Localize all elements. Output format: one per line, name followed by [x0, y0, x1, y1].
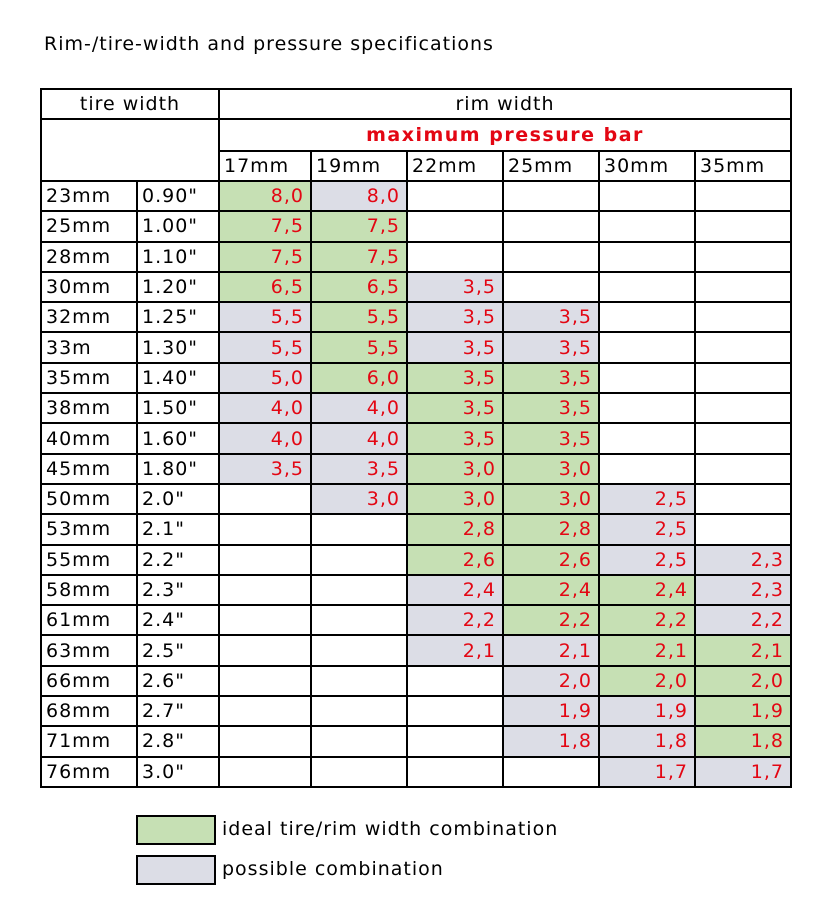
rim-column-header: 19mm	[311, 151, 407, 181]
pressure-cell: 3,5	[407, 363, 503, 393]
tire-width-mm: 76mm	[41, 757, 137, 787]
pressure-cell: 2,8	[407, 514, 503, 544]
pressure-cell: 2,1	[503, 635, 599, 665]
table-row	[41, 484, 791, 514]
rim-column-header: 35mm	[695, 151, 791, 181]
pressure-cell	[695, 363, 791, 393]
pressure-cell: 8,0	[311, 181, 407, 211]
table-row	[41, 242, 791, 272]
pressure-cell: 3,5	[407, 423, 503, 453]
tire-width-mm: 68mm	[41, 696, 137, 726]
tire-width-inch: 1.10"	[137, 242, 219, 272]
pressure-cell: 7,5	[311, 211, 407, 241]
pressure-cell: 3,5	[503, 363, 599, 393]
pressure-cell	[219, 666, 311, 696]
pressure-cell: 2,0	[503, 666, 599, 696]
pressure-cell	[407, 242, 503, 272]
tire-width-inch: 1.40"	[137, 363, 219, 393]
tire-width-inch: 2.7"	[137, 696, 219, 726]
tire-width-inch: 2.5"	[137, 635, 219, 665]
pressure-cell: 8,0	[219, 181, 311, 211]
rim-column-header: 25mm	[503, 151, 599, 181]
pressure-cell: 2,3	[695, 575, 791, 605]
pressure-cell	[219, 484, 311, 514]
pressure-cell	[695, 484, 791, 514]
tire-width-inch: 1.25"	[137, 302, 219, 332]
table-row	[41, 605, 791, 635]
pressure-cell	[599, 393, 695, 423]
max-pressure-header: maximum pressure bar	[219, 119, 791, 151]
table-row	[41, 545, 791, 575]
tire-width-mm: 25mm	[41, 211, 137, 241]
table-row	[41, 423, 791, 453]
tire-width-mm: 38mm	[41, 393, 137, 423]
tire-width-mm: 33m	[41, 332, 137, 362]
pressure-cell: 1,7	[599, 757, 695, 787]
table-row	[41, 575, 791, 605]
pressure-cell	[311, 635, 407, 665]
pressure-cell: 4,0	[311, 393, 407, 423]
pressure-cell	[503, 272, 599, 302]
pressure-cell	[311, 575, 407, 605]
rim-column-header: 22mm	[407, 151, 503, 181]
tire-width-inch: 2.2"	[137, 545, 219, 575]
pressure-cell	[407, 726, 503, 756]
pressure-cell	[695, 454, 791, 484]
pressure-cell	[695, 211, 791, 241]
pressure-cell	[695, 302, 791, 332]
pressure-cell: 7,5	[219, 242, 311, 272]
pressure-cell: 5,0	[219, 363, 311, 393]
pressure-cell	[407, 666, 503, 696]
pressure-cell: 3,5	[503, 423, 599, 453]
pressure-cell: 2,5	[599, 484, 695, 514]
tire-width-mm: 40mm	[41, 423, 137, 453]
pressure-cell: 5,5	[219, 332, 311, 362]
table-row	[41, 454, 791, 484]
pressure-cell: 6,0	[311, 363, 407, 393]
tire-width-header: tire width	[41, 89, 219, 119]
pressure-cell: 2,5	[599, 545, 695, 575]
tire-width-mm: 23mm	[41, 181, 137, 211]
pressure-cell	[599, 181, 695, 211]
table-row	[41, 757, 791, 787]
pressure-cell	[503, 757, 599, 787]
pressure-cell	[219, 575, 311, 605]
pressure-cell: 3,0	[407, 454, 503, 484]
tire-width-mm: 45mm	[41, 454, 137, 484]
table-row	[41, 302, 791, 332]
rim-column-header: 17mm	[219, 151, 311, 181]
pressure-cell	[311, 666, 407, 696]
pressure-cell: 2,3	[695, 545, 791, 575]
pressure-cell: 3,5	[407, 302, 503, 332]
pressure-cell	[311, 514, 407, 544]
pressure-cell: 7,5	[219, 211, 311, 241]
table-row	[41, 272, 791, 302]
pressure-cell	[695, 393, 791, 423]
pressure-cell: 5,5	[311, 332, 407, 362]
table-row	[41, 666, 791, 696]
tire-width-mm: 58mm	[41, 575, 137, 605]
pressure-cell	[599, 302, 695, 332]
pressure-cell: 2,4	[407, 575, 503, 605]
pressure-cell: 4,0	[219, 423, 311, 453]
pressure-cell	[219, 757, 311, 787]
pressure-cell: 2,1	[407, 635, 503, 665]
tire-width-mm: 35mm	[41, 363, 137, 393]
pressure-cell	[695, 514, 791, 544]
pressure-cell: 3,0	[407, 484, 503, 514]
pressure-cell	[599, 242, 695, 272]
pressure-cell: 1,8	[599, 726, 695, 756]
tire-width-mm: 32mm	[41, 302, 137, 332]
table-row	[41, 635, 791, 665]
tire-width-inch: 1.50"	[137, 393, 219, 423]
pressure-cell: 2,6	[503, 545, 599, 575]
tire-width-inch: 2.6"	[137, 666, 219, 696]
table-row	[41, 393, 791, 423]
tire-width-inch: 2.0"	[137, 484, 219, 514]
pressure-cell: 1,9	[599, 696, 695, 726]
pressure-cell	[407, 696, 503, 726]
pressure-cell: 2,6	[407, 545, 503, 575]
pressure-spec-table	[40, 88, 792, 788]
pressure-cell: 3,0	[503, 484, 599, 514]
table-row	[41, 696, 791, 726]
pressure-cell: 4,0	[311, 423, 407, 453]
pressure-cell	[503, 242, 599, 272]
pressure-cell: 5,5	[219, 302, 311, 332]
page-title: Rim-/tire-width and pressure specifications	[44, 33, 494, 55]
pressure-cell: 6,5	[311, 272, 407, 302]
pressure-cell: 3,5	[503, 393, 599, 423]
table-row	[41, 332, 791, 362]
pressure-cell: 6,5	[219, 272, 311, 302]
pressure-cell	[695, 332, 791, 362]
pressure-cell: 1,8	[695, 726, 791, 756]
tire-width-mm: 61mm	[41, 605, 137, 635]
pressure-cell: 5,5	[311, 302, 407, 332]
legend-swatch-ideal	[136, 815, 216, 845]
pressure-cell	[311, 757, 407, 787]
tire-width-mm: 55mm	[41, 545, 137, 575]
pressure-cell	[695, 181, 791, 211]
tire-width-inch: 1.60"	[137, 423, 219, 453]
pressure-cell: 3,5	[219, 454, 311, 484]
tire-width-inch: 0.90"	[137, 181, 219, 211]
pressure-cell	[503, 181, 599, 211]
pressure-cell	[599, 423, 695, 453]
tire-width-inch: 3.0"	[137, 757, 219, 787]
pressure-cell	[407, 211, 503, 241]
pressure-cell: 3,0	[503, 454, 599, 484]
pressure-cell: 2,4	[599, 575, 695, 605]
table-row	[41, 211, 791, 241]
pressure-cell: 3,5	[503, 332, 599, 362]
pressure-cell	[407, 181, 503, 211]
table-row	[41, 363, 791, 393]
pressure-cell: 2,4	[503, 575, 599, 605]
pressure-cell	[503, 211, 599, 241]
tire-width-mm: 50mm	[41, 484, 137, 514]
pressure-cell	[219, 514, 311, 544]
pressure-cell: 1,9	[503, 696, 599, 726]
pressure-cell: 2,2	[503, 605, 599, 635]
pressure-cell: 4,0	[219, 393, 311, 423]
legend-swatch-possible	[136, 855, 216, 885]
tire-width-inch: 2.4"	[137, 605, 219, 635]
pressure-cell: 3,5	[407, 393, 503, 423]
tire-width-mm: 28mm	[41, 242, 137, 272]
pressure-cell	[219, 726, 311, 756]
tire-width-inch: 2.8"	[137, 726, 219, 756]
table-row	[41, 181, 791, 211]
tire-width-mm: 66mm	[41, 666, 137, 696]
table-row	[41, 514, 791, 544]
rim-width-header: rim width	[219, 89, 791, 119]
pressure-cell	[599, 332, 695, 362]
pressure-cell	[311, 605, 407, 635]
pressure-cell	[219, 605, 311, 635]
pressure-cell: 2,1	[599, 635, 695, 665]
tire-width-inch: 1.30"	[137, 332, 219, 362]
tire-width-mm: 71mm	[41, 726, 137, 756]
pressure-cell	[599, 272, 695, 302]
pressure-cell	[407, 757, 503, 787]
pressure-cell: 2,2	[695, 605, 791, 635]
tire-width-inch: 2.1"	[137, 514, 219, 544]
tire-width-header-spacer	[41, 119, 219, 181]
pressure-cell: 3,5	[503, 302, 599, 332]
pressure-cell	[219, 696, 311, 726]
pressure-cell	[695, 242, 791, 272]
tire-width-inch: 2.3"	[137, 575, 219, 605]
pressure-cell	[599, 211, 695, 241]
pressure-cell	[311, 726, 407, 756]
pressure-cell	[695, 272, 791, 302]
pressure-cell: 2,0	[599, 666, 695, 696]
legend-label-possible: possible combination	[222, 858, 444, 880]
tire-width-mm: 63mm	[41, 635, 137, 665]
pressure-cell	[311, 545, 407, 575]
pressure-cell: 1,9	[695, 696, 791, 726]
tire-width-inch: 1.20"	[137, 272, 219, 302]
pressure-cell	[219, 635, 311, 665]
pressure-cell: 2,5	[599, 514, 695, 544]
table-row	[41, 726, 791, 756]
pressure-cell: 3,5	[311, 454, 407, 484]
pressure-cell: 2,2	[599, 605, 695, 635]
pressure-cell: 1,8	[503, 726, 599, 756]
tire-width-mm: 53mm	[41, 514, 137, 544]
pressure-cell: 2,0	[695, 666, 791, 696]
pressure-cell: 2,2	[407, 605, 503, 635]
pressure-cell: 2,8	[503, 514, 599, 544]
pressure-cell	[219, 545, 311, 575]
rim-column-header: 30mm	[599, 151, 695, 181]
pressure-cell	[311, 696, 407, 726]
pressure-cell: 7,5	[311, 242, 407, 272]
tire-width-mm: 30mm	[41, 272, 137, 302]
pressure-cell: 3,5	[407, 332, 503, 362]
pressure-cell: 3,5	[407, 272, 503, 302]
pressure-cell	[599, 363, 695, 393]
tire-width-inch: 1.80"	[137, 454, 219, 484]
tire-width-inch: 1.00"	[137, 211, 219, 241]
pressure-cell: 2,1	[695, 635, 791, 665]
pressure-cell: 3,0	[311, 484, 407, 514]
legend-label-ideal: ideal tire/rim width combination	[222, 818, 559, 840]
pressure-cell: 1,7	[695, 757, 791, 787]
pressure-cell	[695, 423, 791, 453]
pressure-cell	[599, 454, 695, 484]
